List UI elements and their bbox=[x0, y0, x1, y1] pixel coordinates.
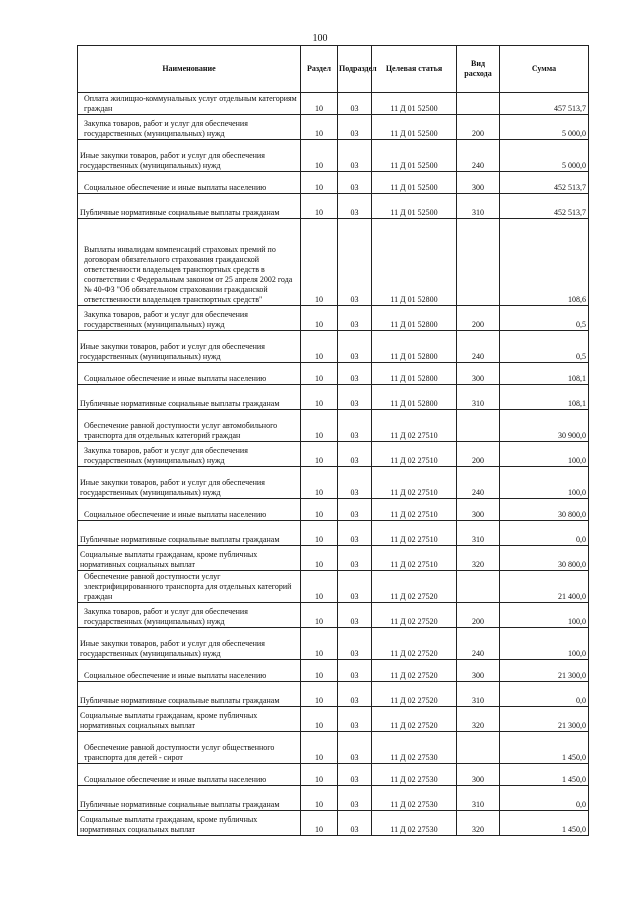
cell-expense-type: 240 bbox=[457, 140, 500, 172]
cell-section: 10 bbox=[301, 521, 338, 546]
cell-subsection: 03 bbox=[338, 811, 372, 836]
cell-section: 10 bbox=[301, 410, 338, 442]
cell-name: Социальные выплаты гражданам, кроме публичных нормативных социальных выплат bbox=[78, 546, 301, 571]
cell-name: Иные закупки товаров, работ и услуг для обеспечения государственных (муниципальных) нужд bbox=[78, 467, 301, 499]
page-number: 100 bbox=[312, 33, 328, 44]
cell-name: Публичные нормативные социальные выплаты гражданам bbox=[78, 786, 301, 811]
cell-amount: 1 450,0 bbox=[500, 764, 589, 786]
cell-target: 11 Д 02 27530 bbox=[372, 786, 457, 811]
cell-subsection: 03 bbox=[338, 571, 372, 603]
cell-subsection: 03 bbox=[338, 660, 372, 682]
cell-name: Закупка товаров, работ и услуг для обеспечения государственных (муниципальных) нужд bbox=[78, 603, 301, 628]
cell-target: 11 Д 02 27510 bbox=[372, 410, 457, 442]
table-header-row bbox=[78, 46, 589, 93]
cell-section: 10 bbox=[301, 811, 338, 836]
cell-name: Обеспечение равной доступности услуг автомобильного транспорта для отдельных категорий граждан bbox=[78, 410, 301, 442]
table-row bbox=[78, 363, 589, 385]
cell-expense-type: 300 bbox=[457, 363, 500, 385]
cell-section: 10 bbox=[301, 442, 338, 467]
cell-subsection: 03 bbox=[338, 442, 372, 467]
table-row bbox=[78, 732, 589, 764]
cell-expense-type: 310 bbox=[457, 385, 500, 410]
table-row bbox=[78, 764, 589, 786]
cell-subsection: 03 bbox=[338, 764, 372, 786]
cell-target: 11 Д 02 27510 bbox=[372, 521, 457, 546]
table-row bbox=[78, 682, 589, 707]
table-row bbox=[78, 467, 589, 499]
column-header-section: Раздел bbox=[301, 46, 338, 93]
cell-target: 11 Д 02 27520 bbox=[372, 628, 457, 660]
cell-target: 11 Д 01 52800 bbox=[372, 331, 457, 363]
cell-name: Публичные нормативные социальные выплаты гражданам bbox=[78, 194, 301, 219]
cell-expense-type: 310 bbox=[457, 521, 500, 546]
cell-name: Закупка товаров, работ и услуг для обеспечения государственных (муниципальных) нужд bbox=[78, 115, 301, 140]
cell-expense-type bbox=[457, 571, 500, 603]
cell-section: 10 bbox=[301, 385, 338, 410]
cell-section: 10 bbox=[301, 194, 338, 219]
cell-name: Социальные выплаты гражданам, кроме публичных нормативных социальных выплат bbox=[78, 707, 301, 732]
cell-target: 11 Д 01 52800 bbox=[372, 219, 457, 306]
cell-subsection: 03 bbox=[338, 363, 372, 385]
cell-target: 11 Д 02 27530 bbox=[372, 732, 457, 764]
cell-amount: 108,1 bbox=[500, 385, 589, 410]
cell-expense-type: 310 bbox=[457, 194, 500, 219]
cell-subsection: 03 bbox=[338, 521, 372, 546]
cell-target: 11 Д 01 52500 bbox=[372, 194, 457, 219]
cell-expense-type: 200 bbox=[457, 442, 500, 467]
cell-subsection: 03 bbox=[338, 682, 372, 707]
cell-amount: 100,0 bbox=[500, 603, 589, 628]
cell-subsection: 03 bbox=[338, 385, 372, 410]
cell-section: 10 bbox=[301, 764, 338, 786]
cell-amount: 30 900,0 bbox=[500, 410, 589, 442]
table-row bbox=[78, 660, 589, 682]
cell-amount: 108,1 bbox=[500, 363, 589, 385]
column-header-subsection: Подраздел bbox=[338, 46, 372, 93]
cell-expense-type: 320 bbox=[457, 546, 500, 571]
cell-section: 10 bbox=[301, 786, 338, 811]
table-row bbox=[78, 628, 589, 660]
cell-amount: 1 450,0 bbox=[500, 811, 589, 836]
cell-subsection: 03 bbox=[338, 707, 372, 732]
cell-target: 11 Д 02 27520 bbox=[372, 707, 457, 732]
cell-amount: 0,5 bbox=[500, 306, 589, 331]
cell-expense-type: 200 bbox=[457, 115, 500, 140]
table-row bbox=[78, 219, 589, 306]
cell-subsection: 03 bbox=[338, 115, 372, 140]
cell-target: 11 Д 01 52500 bbox=[372, 115, 457, 140]
cell-name: Публичные нормативные социальные выплаты гражданам bbox=[78, 682, 301, 707]
cell-amount: 100,0 bbox=[500, 467, 589, 499]
table-row bbox=[78, 115, 589, 140]
cell-subsection: 03 bbox=[338, 499, 372, 521]
cell-section: 10 bbox=[301, 660, 338, 682]
cell-target: 11 Д 01 52500 bbox=[372, 140, 457, 172]
cell-expense-type: 310 bbox=[457, 786, 500, 811]
cell-target: 11 Д 02 27520 bbox=[372, 682, 457, 707]
cell-section: 10 bbox=[301, 707, 338, 732]
column-header-amount: Сумма bbox=[500, 46, 589, 93]
cell-expense-type: 240 bbox=[457, 467, 500, 499]
cell-amount: 108,6 bbox=[500, 219, 589, 306]
cell-section: 10 bbox=[301, 603, 338, 628]
cell-section: 10 bbox=[301, 499, 338, 521]
cell-section: 10 bbox=[301, 219, 338, 306]
cell-section: 10 bbox=[301, 732, 338, 764]
table-body bbox=[78, 93, 589, 836]
cell-subsection: 03 bbox=[338, 93, 372, 115]
cell-target: 11 Д 01 52500 bbox=[372, 93, 457, 115]
cell-amount: 100,0 bbox=[500, 628, 589, 660]
cell-target: 11 Д 02 27510 bbox=[372, 442, 457, 467]
table-row bbox=[78, 140, 589, 172]
cell-subsection: 03 bbox=[338, 306, 372, 331]
cell-amount: 452 513,7 bbox=[500, 172, 589, 194]
cell-amount: 21 300,0 bbox=[500, 660, 589, 682]
cell-subsection: 03 bbox=[338, 786, 372, 811]
cell-amount: 21 400,0 bbox=[500, 571, 589, 603]
cell-name: Иные закупки товаров, работ и услуг для обеспечения государственных (муниципальных) нужд bbox=[78, 331, 301, 363]
cell-subsection: 03 bbox=[338, 467, 372, 499]
cell-name: Социальное обеспечение и иные выплаты населению bbox=[78, 764, 301, 786]
cell-name: Публичные нормативные социальные выплаты гражданам bbox=[78, 385, 301, 410]
cell-amount: 0,0 bbox=[500, 521, 589, 546]
cell-amount: 1 450,0 bbox=[500, 732, 589, 764]
cell-subsection: 03 bbox=[338, 140, 372, 172]
cell-target: 11 Д 02 27530 bbox=[372, 811, 457, 836]
cell-amount: 452 513,7 bbox=[500, 194, 589, 219]
cell-target: 11 Д 01 52800 bbox=[372, 385, 457, 410]
cell-expense-type bbox=[457, 410, 500, 442]
cell-expense-type bbox=[457, 732, 500, 764]
cell-amount: 0,0 bbox=[500, 682, 589, 707]
cell-target: 11 Д 02 27510 bbox=[372, 499, 457, 521]
cell-target: 11 Д 01 52800 bbox=[372, 363, 457, 385]
budget-table bbox=[77, 45, 589, 836]
cell-target: 11 Д 02 27530 bbox=[372, 764, 457, 786]
cell-target: 11 Д 02 27520 bbox=[372, 603, 457, 628]
cell-name: Оплата жилищно-коммунальных услуг отдельным категориям граждан bbox=[78, 93, 301, 115]
cell-subsection: 03 bbox=[338, 628, 372, 660]
cell-name: Закупка товаров, работ и услуг для обеспечения государственных (муниципальных) нужд bbox=[78, 306, 301, 331]
cell-subsection: 03 bbox=[338, 331, 372, 363]
table-row bbox=[78, 442, 589, 467]
table-row bbox=[78, 410, 589, 442]
cell-section: 10 bbox=[301, 115, 338, 140]
cell-subsection: 03 bbox=[338, 410, 372, 442]
cell-section: 10 bbox=[301, 682, 338, 707]
cell-section: 10 bbox=[301, 546, 338, 571]
table-row bbox=[78, 331, 589, 363]
cell-expense-type: 320 bbox=[457, 707, 500, 732]
table-row bbox=[78, 546, 589, 571]
cell-name: Закупка товаров, работ и услуг для обеспечения государственных (муниципальных) нужд bbox=[78, 442, 301, 467]
cell-amount: 0,5 bbox=[500, 331, 589, 363]
cell-target: 11 Д 02 27510 bbox=[372, 467, 457, 499]
cell-name: Публичные нормативные социальные выплаты гражданам bbox=[78, 521, 301, 546]
column-header-target: Целевая статья bbox=[372, 46, 457, 93]
cell-expense-type: 300 bbox=[457, 172, 500, 194]
cell-subsection: 03 bbox=[338, 172, 372, 194]
cell-section: 10 bbox=[301, 571, 338, 603]
cell-target: 11 Д 01 52800 bbox=[372, 306, 457, 331]
table-row bbox=[78, 571, 589, 603]
cell-expense-type: 240 bbox=[457, 628, 500, 660]
cell-expense-type: 200 bbox=[457, 603, 500, 628]
cell-amount: 457 513,7 bbox=[500, 93, 589, 115]
cell-amount: 30 800,0 bbox=[500, 499, 589, 521]
cell-expense-type bbox=[457, 219, 500, 306]
column-header-name: Наименование bbox=[78, 46, 301, 93]
cell-subsection: 03 bbox=[338, 546, 372, 571]
cell-subsection: 03 bbox=[338, 603, 372, 628]
cell-section: 10 bbox=[301, 140, 338, 172]
table-row bbox=[78, 521, 589, 546]
cell-expense-type: 200 bbox=[457, 306, 500, 331]
cell-expense-type: 240 bbox=[457, 331, 500, 363]
cell-expense-type: 300 bbox=[457, 764, 500, 786]
cell-amount: 5 000,0 bbox=[500, 115, 589, 140]
cell-section: 10 bbox=[301, 363, 338, 385]
cell-target: 11 Д 02 27520 bbox=[372, 571, 457, 603]
cell-section: 10 bbox=[301, 331, 338, 363]
table-row bbox=[78, 306, 589, 331]
table-row bbox=[78, 93, 589, 115]
cell-amount: 30 800,0 bbox=[500, 546, 589, 571]
cell-target: 11 Д 01 52500 bbox=[372, 172, 457, 194]
table-row bbox=[78, 811, 589, 836]
table-row bbox=[78, 499, 589, 521]
table-row bbox=[78, 786, 589, 811]
cell-name: Выплаты инвалидам компенсаций страховых премий по договорам обязательного страхования гражданской ответственности владельцев транспортных средств в соответствии с Федеральным законом от 25 апреля 2002 года № 40-ФЗ "Об обязательном страховании гражданской ответственности владельцев транспортных средств" bbox=[78, 219, 301, 306]
cell-section: 10 bbox=[301, 172, 338, 194]
cell-name: Социальное обеспечение и иные выплаты населению bbox=[78, 499, 301, 521]
cell-name: Обеспечение равной доступности услуг общественного транспорта для детей - сирот bbox=[78, 732, 301, 764]
cell-subsection: 03 bbox=[338, 194, 372, 219]
cell-name: Обеспечение равной доступности услуг электрифицированного транспорта для отдельных категорий граждан bbox=[78, 571, 301, 603]
cell-name: Социальное обеспечение и иные выплаты населению bbox=[78, 363, 301, 385]
cell-name: Социальное обеспечение и иные выплаты населению bbox=[78, 660, 301, 682]
cell-amount: 21 300,0 bbox=[500, 707, 589, 732]
table-row bbox=[78, 385, 589, 410]
cell-section: 10 bbox=[301, 467, 338, 499]
cell-expense-type: 300 bbox=[457, 499, 500, 521]
cell-name: Иные закупки товаров, работ и услуг для обеспечения государственных (муниципальных) нужд bbox=[78, 628, 301, 660]
cell-name: Иные закупки товаров, работ и услуг для обеспечения государственных (муниципальных) нужд bbox=[78, 140, 301, 172]
cell-target: 11 Д 02 27520 bbox=[372, 660, 457, 682]
cell-target: 11 Д 02 27510 bbox=[372, 546, 457, 571]
cell-expense-type: 310 bbox=[457, 682, 500, 707]
table-row bbox=[78, 707, 589, 732]
cell-name: Социальные выплаты гражданам, кроме публичных нормативных социальных выплат bbox=[78, 811, 301, 836]
cell-expense-type: 320 bbox=[457, 811, 500, 836]
table-row bbox=[78, 172, 589, 194]
cell-amount: 100,0 bbox=[500, 442, 589, 467]
cell-amount: 0,0 bbox=[500, 786, 589, 811]
cell-section: 10 bbox=[301, 628, 338, 660]
cell-subsection: 03 bbox=[338, 732, 372, 764]
table-row bbox=[78, 603, 589, 628]
cell-amount: 5 000,0 bbox=[500, 140, 589, 172]
cell-name: Социальное обеспечение и иные выплаты населению bbox=[78, 172, 301, 194]
cell-subsection: 03 bbox=[338, 219, 372, 306]
cell-expense-type: 300 bbox=[457, 660, 500, 682]
cell-section: 10 bbox=[301, 306, 338, 331]
table-row bbox=[78, 194, 589, 219]
column-header-expense-type: Вид расхода bbox=[457, 46, 500, 93]
cell-section: 10 bbox=[301, 93, 338, 115]
cell-expense-type bbox=[457, 93, 500, 115]
